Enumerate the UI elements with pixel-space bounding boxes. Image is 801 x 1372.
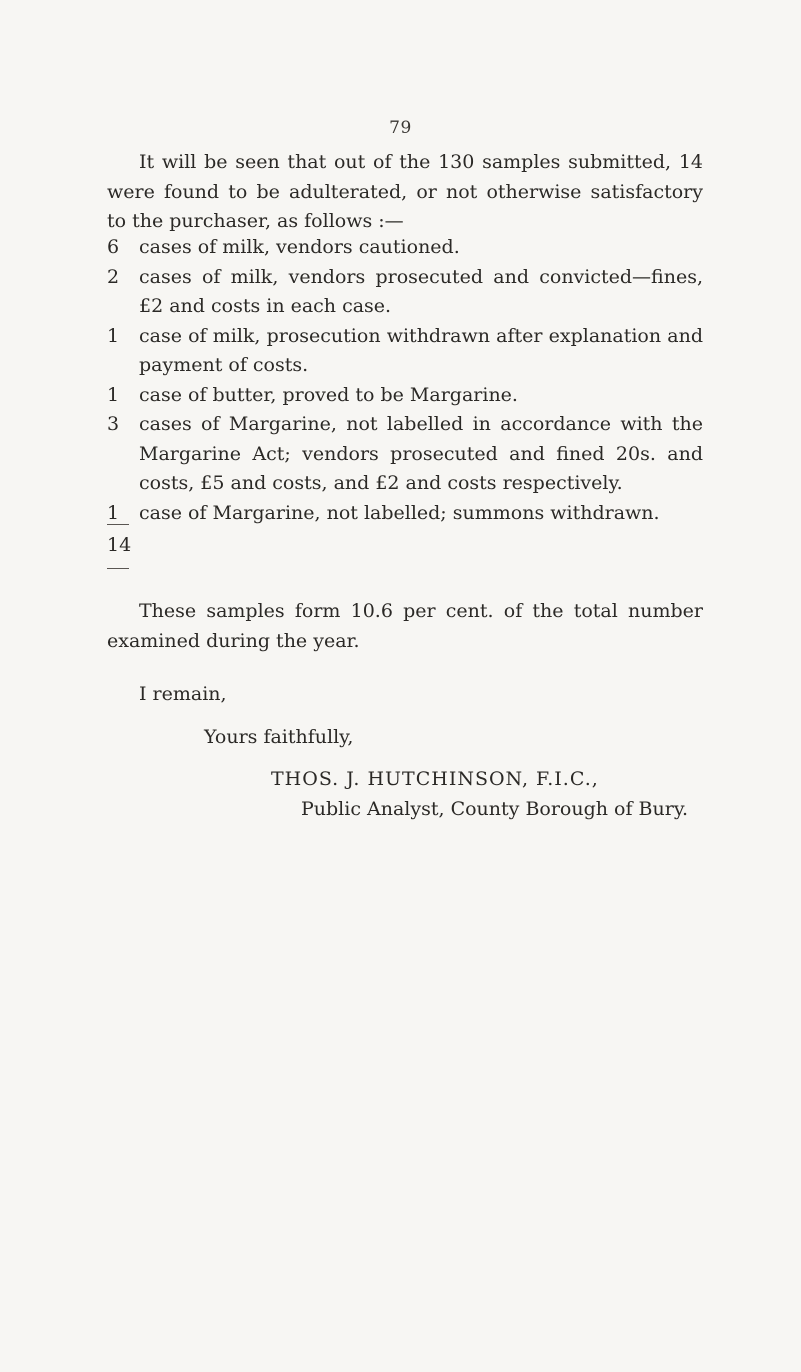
sum-rule-bottom [107,568,129,569]
case-description: case of milk, prosecution withdrawn after explanation and payment of costs. [139,324,703,376]
case-count: 1 [107,501,120,524]
case-count: 1 [107,324,120,347]
case-count: 1 [107,383,120,406]
case-item [107,233,703,263]
signatory-name: THOS. J. HUTCHINSON, F.I.C., [271,768,599,790]
case-item [107,410,703,499]
summary-paragraph: These samples form 10.6 per cent. of the total number examined during the year. [107,600,703,652]
page-number: 79 [389,118,412,138]
case-description: cases of milk, vendors cautioned. [139,236,460,258]
case-count: 2 [107,265,120,288]
case-count: 6 [107,236,120,258]
closing-remain: I remain, [139,683,227,705]
closing-yours: Yours faithfully, [204,726,354,748]
case-item [107,381,703,411]
case-item [107,499,703,529]
case-description: case of Margarine, not labelled; summons withdrawn. [139,501,660,524]
case-description: cases of Margarine, not labelled in accordance with the Margarine Act; vendors prosecuted and fined 20s. and costs, £5 and costs, and £2 and costs respectively. [139,413,703,494]
case-description: case of butter, proved to be Margarine. [139,383,518,406]
case-item [107,263,703,322]
cases-list [107,233,703,528]
total-count: 14 [107,534,132,556]
case-description: cases of milk, vendors prosecuted and convicted—fines, £2 and costs in each case. [139,265,703,317]
sum-rule-top [107,524,129,525]
case-item [107,322,703,381]
intro-paragraph: It will be seen that out of the 130 samples submitted, 14 were found to be adulterated, or not otherwise satisfactory to the purchaser, as follows :— [107,151,703,232]
signatory-title: Public Analyst, County Borough of Bury. [301,798,689,820]
case-count: 3 [107,413,120,435]
